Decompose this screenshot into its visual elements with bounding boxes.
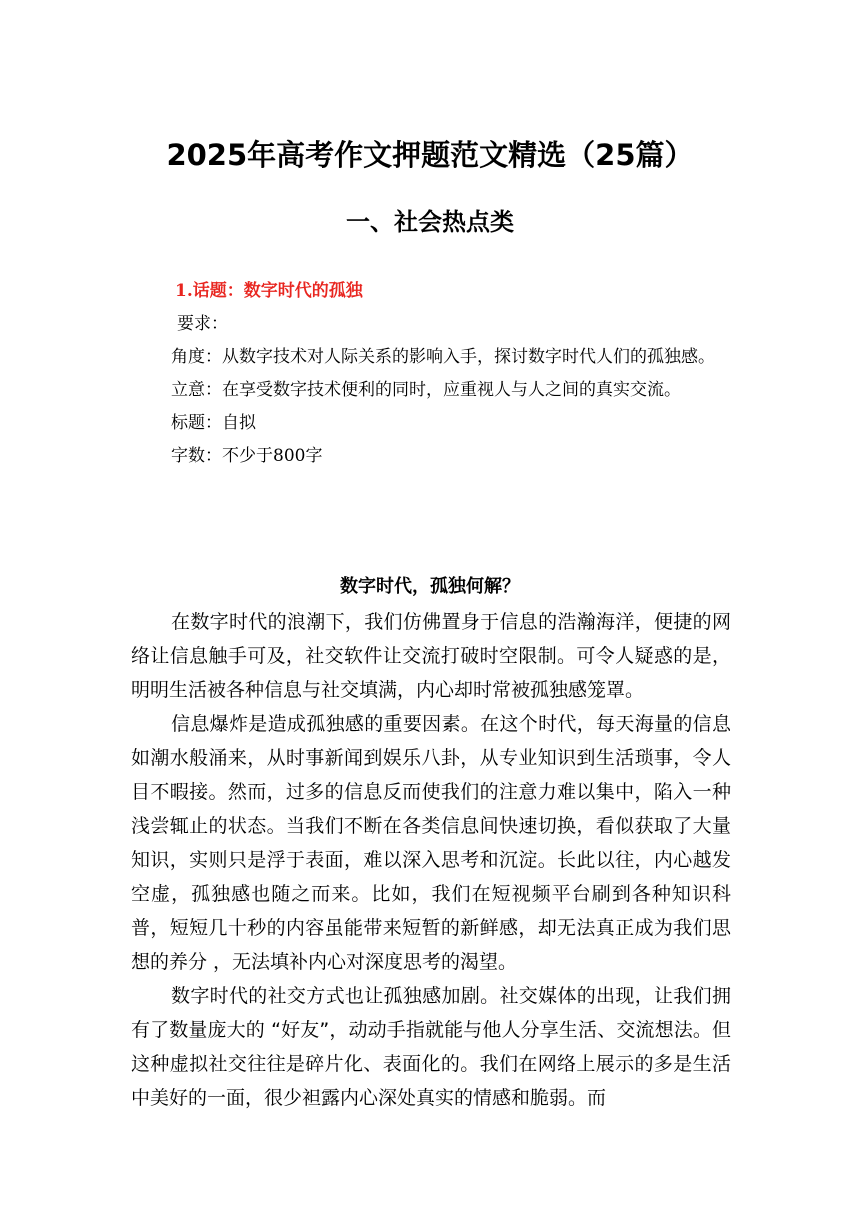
requirement-label: 要求： xyxy=(177,314,228,334)
prompt-intent: 立意：在享受数字技术便利的同时，应重视人与人之间的真实交流。 xyxy=(171,380,681,400)
essay-prompt xyxy=(131,275,731,473)
essay-paragraph: 在数字时代的浪潮下，我们仿佛置身于信息的浩瀚海洋，便捷的网络让信息触手可及，社交软件让交流打破时空限制。可令人疑惑的是，明明生活被各种信息与社交填满，内心却时常被孤独感笼罩。 xyxy=(131,611,731,701)
essay-paragraph: 信息爆炸是造成孤独感的重要因素。在这个时代，每天海量的信息如潮水般涌来，从时事新闻到娱乐八卦，从专业知识到生活琐事，令人目不暇接。然而，过多的信息反而使我们的注意力难以集中，陷入一种浅尝辄止的状态。当我们不断在各类信息间快速切换，看似获取了大量知识，实则只是浮于表面，难以深入思考和沉淀。长此以往，内心越发空虚，孤独感也随之而来。比如，我们在短视频平台刷到各种知识科普，短短几十秒的内容虽能带来短暂的新鲜感，却无法真正成为我们思想的养分 ，无法填补内心对深度思考的渴望。 xyxy=(131,713,731,973)
essay-paragraph: 数字时代的社交方式也让孤独感加剧。社交媒体的出现，让我们拥有了数量庞大的 “好友”，动动手指就能与他人分享生活、交流想法。但这种虚拟社交往往是碎片化、表面化的。我们在网络上展示的多是生活中美好的一面，很少袒露内心深处真实的情感和脆弱。而 xyxy=(131,985,731,1109)
prompt-title-rule: 标题：自拟 xyxy=(171,413,256,433)
essay-body xyxy=(131,605,731,1115)
prompt-word-count: 字数：不少于800字 xyxy=(171,446,323,466)
document-title: 2025年高考作文押题范文精选（25篇） xyxy=(166,138,694,172)
prompt-angle: 角度：从数字技术对人际关系的影响入手，探讨数字时代人们的孤独感。 xyxy=(171,347,715,367)
prompt-topic: 1.话题：数字时代的孤独 xyxy=(175,281,363,301)
section-heading: 一、社会热点类 xyxy=(346,208,514,236)
essay-title: 数字时代，孤独何解？ xyxy=(340,576,520,597)
